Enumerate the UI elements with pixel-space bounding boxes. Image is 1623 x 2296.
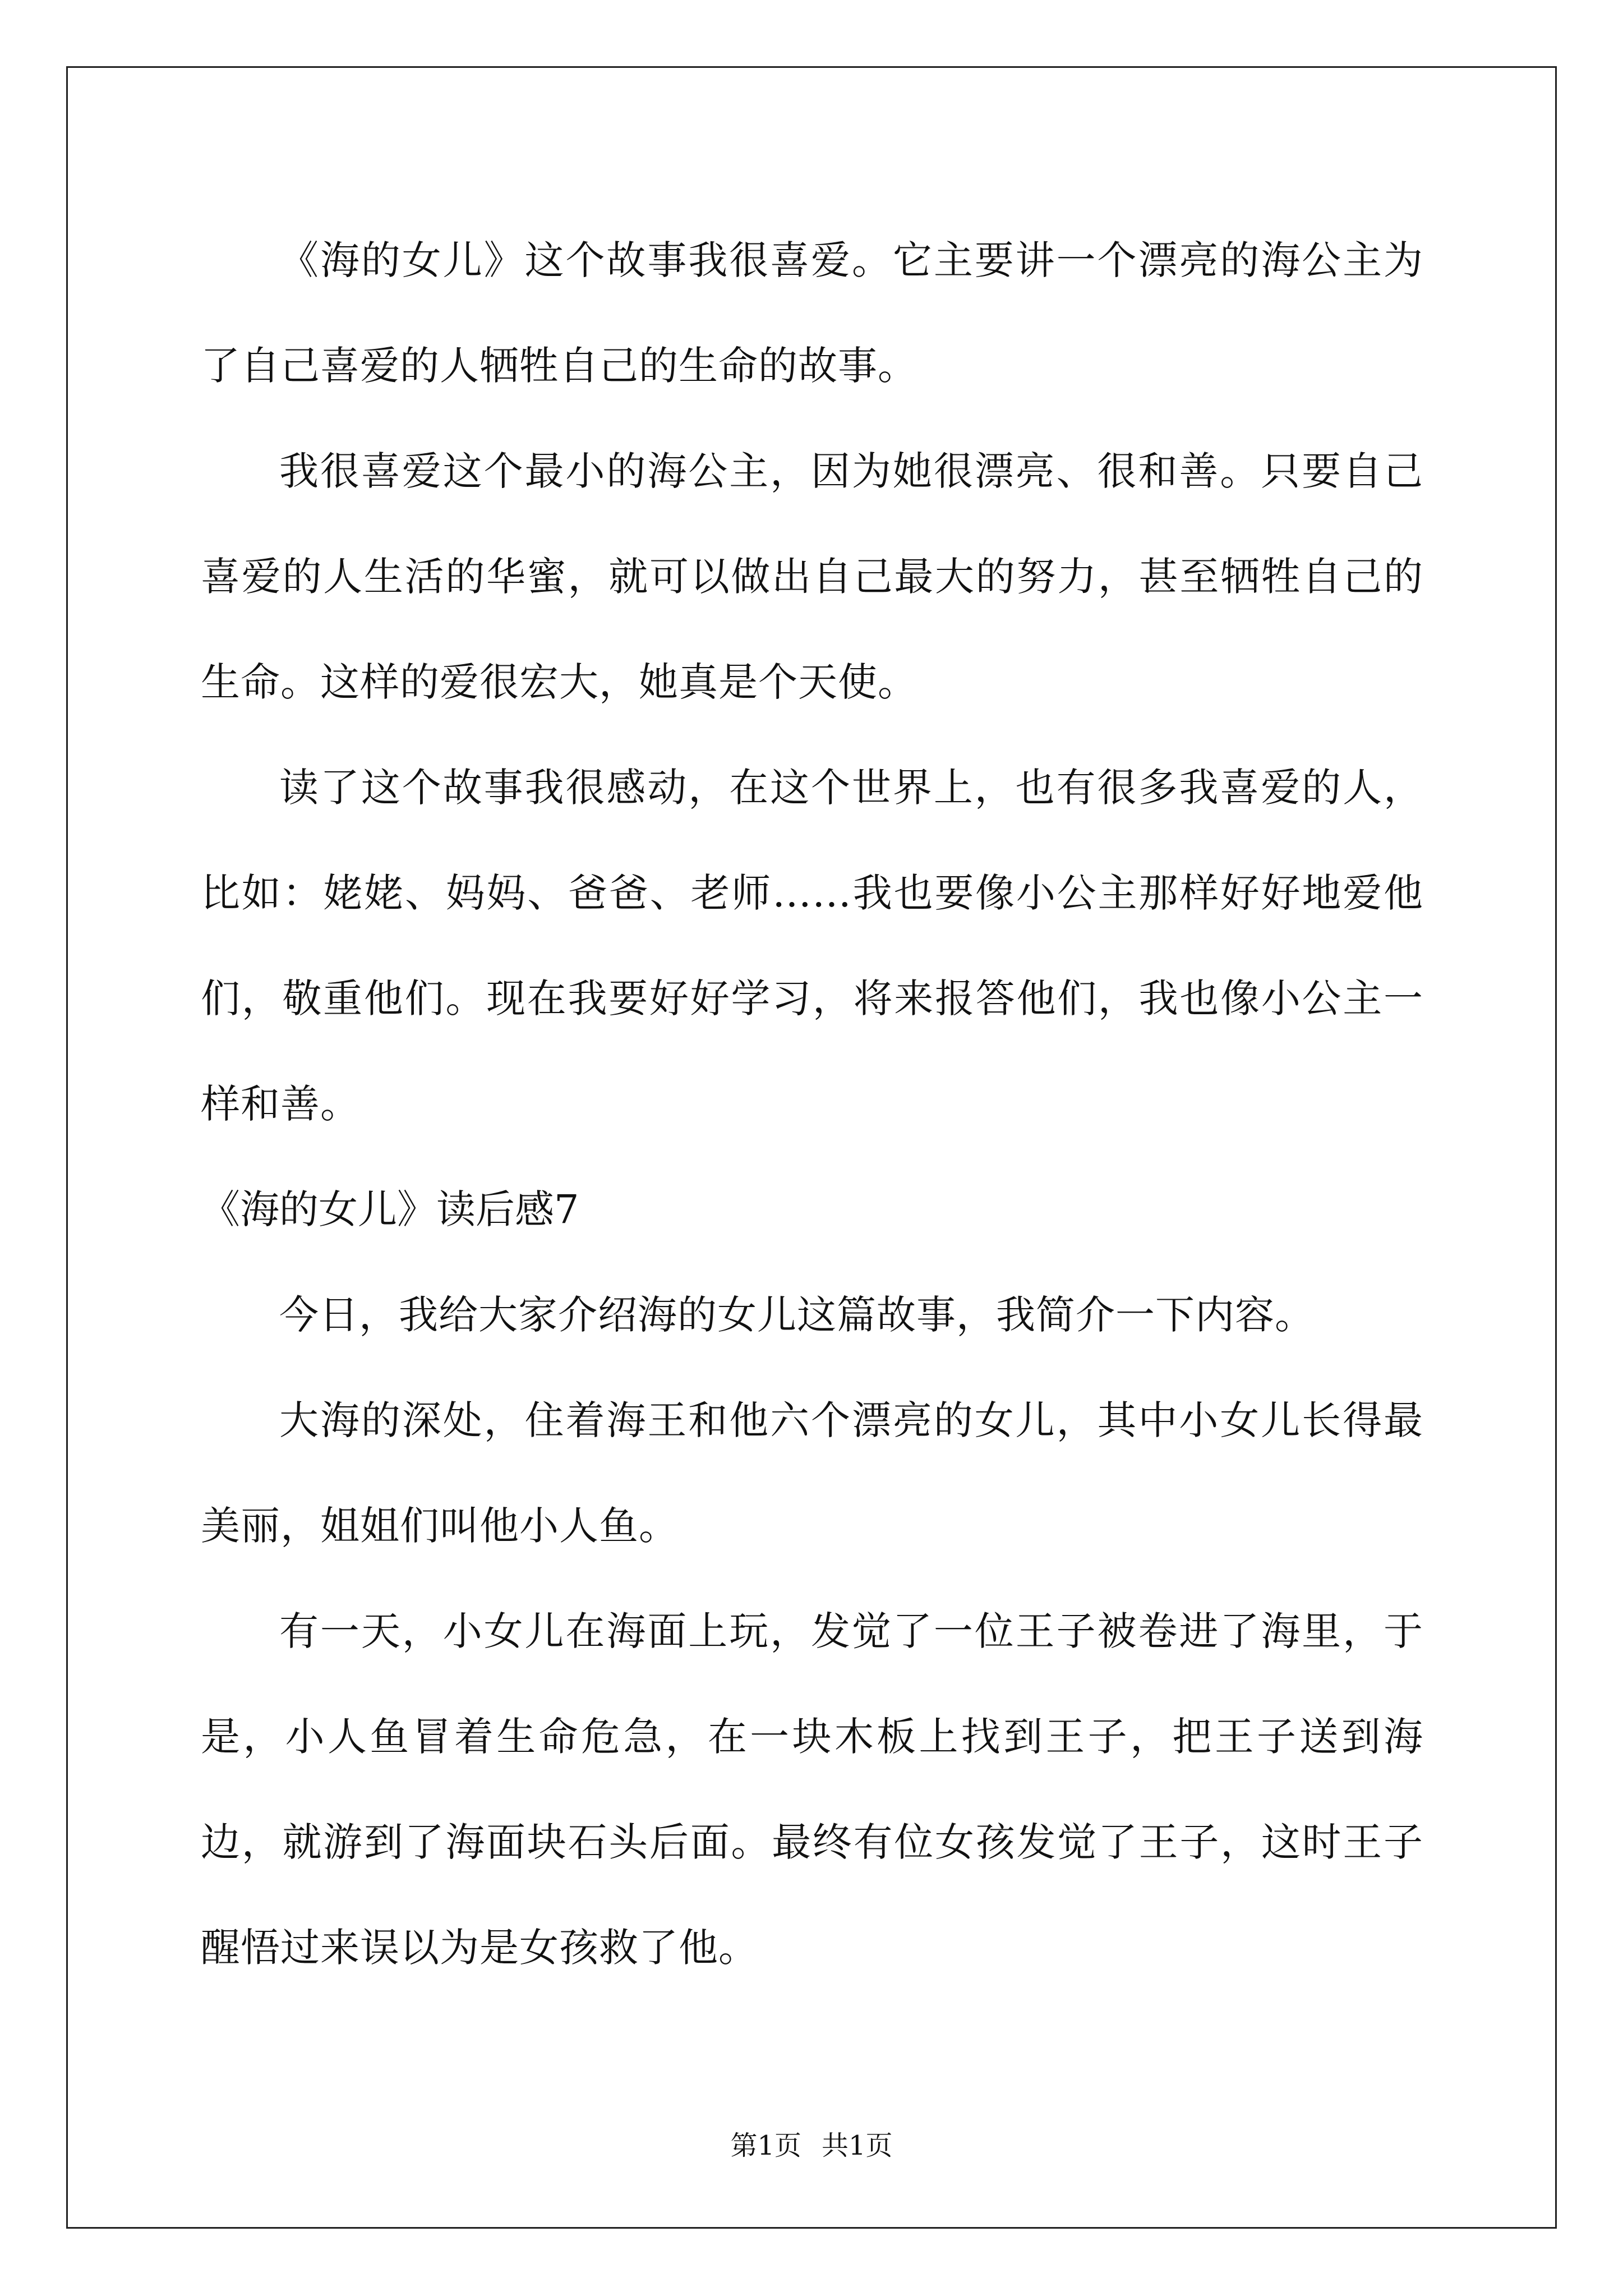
document-body [201, 208, 1423, 2000]
page-footer [0, 2129, 1623, 2162]
paragraph-1: 《海的女儿》这个故事我很喜爱。它主要讲一个漂亮的海公主为了自己喜爱的人牺牲自己的生命的故事。 [201, 237, 1423, 389]
section-title: 《海的女儿》读后感7 [201, 1186, 579, 1232]
paragraph-2: 我很喜爱这个最小的海公主，因为她很漂亮、很和善。只要自己喜爱的人生活的华蜜，就可以做出自己最大的努力，甚至牺牲自己的生命。这样的爱很宏大，她真是个天使。 [201, 448, 1423, 705]
section-paragraph-3: 有一天，小女儿在海面上玩，发觉了一位王子被卷进了海里，于是，小人鱼冒着生命危急，在一块木板上找到王子，把王子送到海边，就游到了海面块石头后面。最终有位女孩发觉了王子，这时王子醒悟过来误以为是女孩救了他。 [201, 1608, 1423, 1971]
paragraph-3: 读了这个故事我很感动，在这个世界上，也有很多我喜爱的人，比如：姥姥、妈妈、爸爸、老师……我也要像小公主那样好好地爱他们，敬重他们。现在我要好好学习，将来报答他们，我也像小公主一样和善。 [201, 765, 1423, 1127]
page-number: 第1页 [730, 2130, 801, 2161]
section-paragraph-2: 大海的深处，住着海王和他六个漂亮的女儿，其中小女儿长得最美丽，姐姐们叫他小人鱼。 [201, 1397, 1423, 1549]
page-total: 共1页 [822, 2130, 893, 2161]
section-paragraph-1: 今日，我给大家介绍海的女儿这篇故事，我简介一下内容。 [279, 1292, 1315, 1338]
